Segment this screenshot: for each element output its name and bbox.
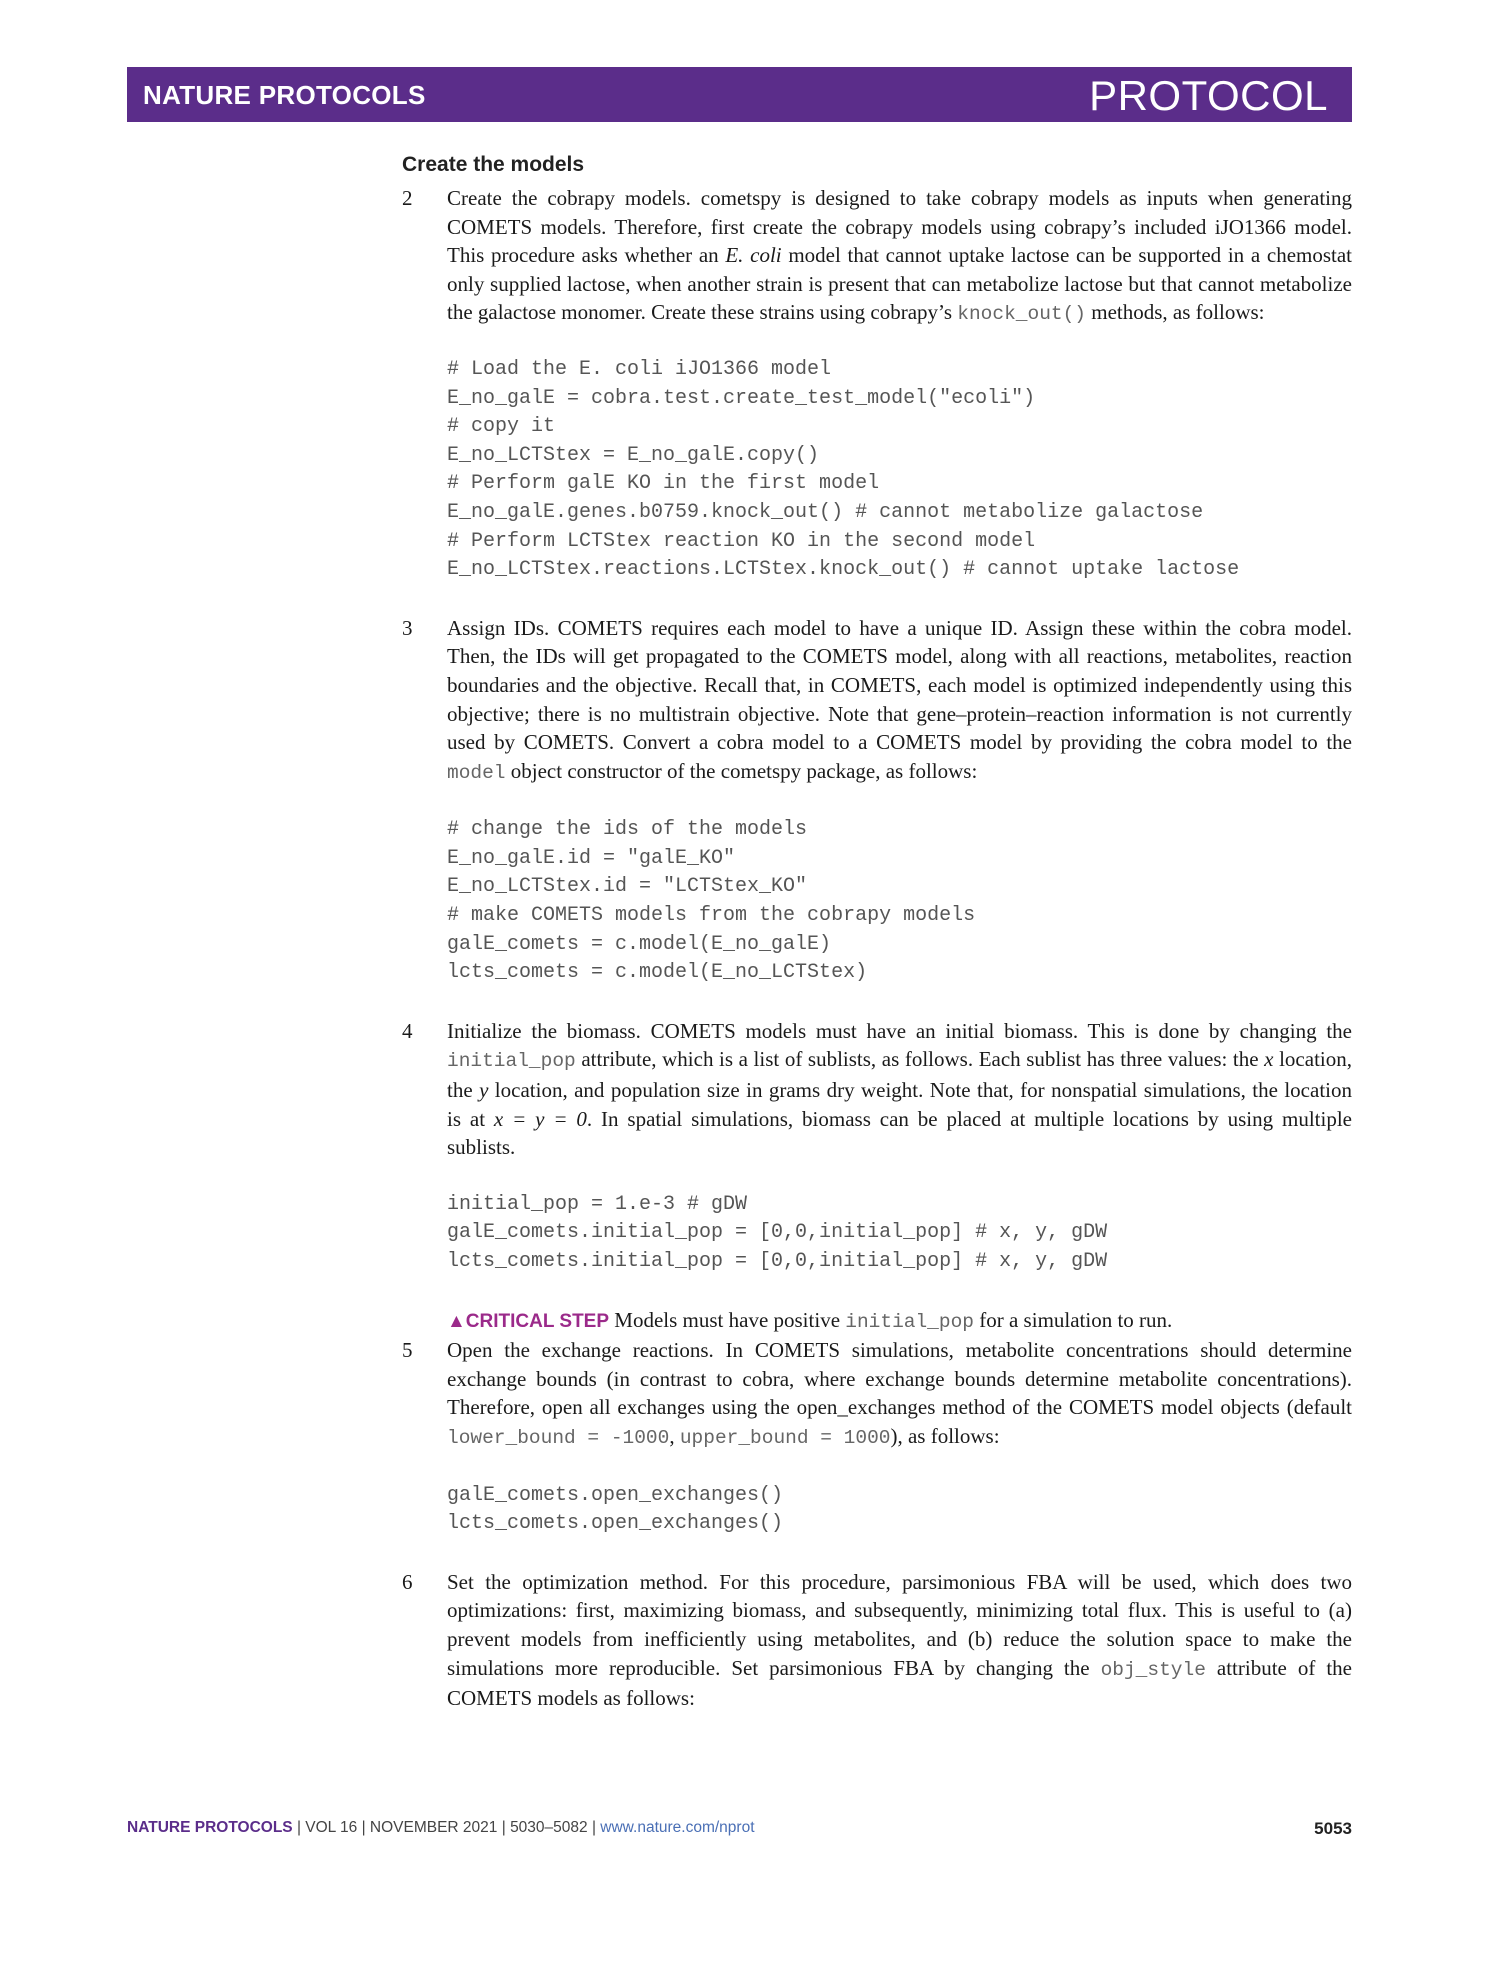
main-content xyxy=(402,150,1352,1713)
journal-header-bar xyxy=(127,67,1352,122)
procedure-step-3 xyxy=(402,614,1352,988)
step-number: 4 xyxy=(402,1018,413,1043)
footer-journal: NATURE PROTOCOLS xyxy=(127,1819,293,1836)
inline-code: upper_bound = 1000 xyxy=(679,1426,891,1449)
text-run: Set the optimization method. For this procedure, parsimonious FBA will be used, which does two optimizations: first, maximizing biomass, and subsequently, minimizing total flux. This is useful to (a) prevent models from inefficiently using metabolites, and (b) reduce the solution space to make the simulations more reproducible. Set parsimonious FBA by changing the xyxy=(447,1569,1352,1680)
article-type: PROTOCOL xyxy=(1089,72,1328,119)
text-run: for a simulation to run. xyxy=(974,1307,1173,1332)
code-block: initial_pop = 1.e-3 # gDW galE_comets.initial_pop = [0,0,initial_pop] # x, y, gDW lcts_comets.initial_pop = [0,0,initial_pop] # x, y, gDW xyxy=(447,1192,1108,1273)
step-number: 6 xyxy=(402,1569,413,1594)
inline-code: obj_style xyxy=(1100,1658,1206,1681)
text-run: . In spatial simulations, biomass can be placed at multiple locations by using multiple sublists. xyxy=(447,1106,1352,1160)
text-run: , xyxy=(669,1423,680,1448)
step-text xyxy=(447,614,1352,788)
math-var: x xyxy=(1264,1047,1274,1072)
page-number: 5053 xyxy=(1314,1819,1352,1838)
step-text xyxy=(447,1336,1352,1452)
text-run: ), as follows: xyxy=(890,1423,1000,1448)
procedure-step-2 xyxy=(402,184,1352,585)
math-expr: x = y = 0 xyxy=(493,1106,587,1131)
text-run: Assign IDs. COMETS requires each model to have a unique ID. Assign these within the cobra model. Then, the IDs will get propagated to the COMETS model, along with all reactions, metabolites, reaction boundaries and the objective. Recall that, in COMETS, each model is optimized independently using this objective; there is no multistrain objective. Note that gene–protein–reaction information is not currently used by COMETS. Convert a cobra model to a COMETS model by providing the cobra model to the xyxy=(447,615,1352,755)
step-number: 5 xyxy=(402,1338,413,1363)
footer-date: NOVEMBER 2021 xyxy=(369,1819,498,1836)
text-run: Models must have positive xyxy=(609,1307,846,1332)
section-title: Create the models xyxy=(402,153,585,176)
code-block: # change the ids of the models E_no_galE.id = "galE_KO" E_no_LCTStex.id = "LCTStex_KO" # make COMETS models from the cobrapy models galE_comets = c.model(E_no_galE) lcts_comets = c.model(E_no_LCTStex) xyxy=(447,818,976,985)
text-run: attribute, which is a list of sublists, as follows. Each sublist has three values: the xyxy=(575,1047,1265,1072)
text-run: location, and population size in grams dry weight. Note that, for nonspatial simulations, the location is at xyxy=(447,1078,1352,1131)
footer-separator: | xyxy=(292,1819,306,1836)
procedure-step-4 xyxy=(402,1017,1352,1336)
inline-code: knock_out() xyxy=(957,303,1087,326)
footer-separator: | xyxy=(587,1819,601,1836)
italic-text: E. coli xyxy=(725,243,782,268)
critical-step-note xyxy=(447,1306,1352,1337)
critical-step-label: ▲CRITICAL STEP xyxy=(447,1310,610,1332)
step-number: 3 xyxy=(402,615,413,640)
code-block: # Load the E. coli iJO1366 model E_no_galE = cobra.test.create_test_model("ecoli") # copy it E_no_LCTStex = E_no_galE.copy() # Perform galE KO in the first model E_no_galE.genes.b0759.knock_out() # cannot metabolize galactose # Perform LCTStex reaction KO in the second model E_no_LCTStex.reactions.LCTStex.knock_out() # cannot uptake lactose xyxy=(447,357,1240,582)
inline-code: lower_bound = -1000 xyxy=(447,1426,670,1449)
procedure-step-5 xyxy=(402,1336,1352,1539)
footer-url-link[interactable]: www.nature.com/nprot xyxy=(600,1819,755,1836)
inline-code: initial_pop xyxy=(845,1310,974,1333)
math-var: y xyxy=(479,1078,489,1103)
text-run: attribute of the COMETS models as follows: xyxy=(447,1655,1352,1711)
text-run: methods, as follows: xyxy=(1086,300,1265,325)
step-text xyxy=(447,1568,1352,1713)
text-run: Open the exchange reactions. In COMETS simulations, metabolite concentrations should determine exchange bounds (in contrast to cobra, where exchange bounds determine metabolite concentrations). Therefore, open all exchanges using the open_exchanges method of the COMETS model objects (default xyxy=(447,1338,1352,1420)
code-block: galE_comets.open_exchanges() lcts_comets.open_exchanges() xyxy=(447,1483,784,1536)
footer-separator: | xyxy=(497,1819,511,1836)
procedure-step-6 xyxy=(402,1568,1352,1713)
step-text xyxy=(447,1017,1352,1162)
footer-pages: 5030–5082 xyxy=(510,1819,588,1836)
inline-code: model xyxy=(447,761,506,784)
step-number: 2 xyxy=(402,186,413,210)
inline-code: initial_pop xyxy=(447,1050,576,1073)
text-run: Initialize the biomass. COMETS models must have an initial biomass. This is done by changing the xyxy=(447,1018,1352,1043)
text-run: location, the xyxy=(447,1047,1352,1103)
footer-separator: | xyxy=(357,1819,370,1836)
text-run: object constructor of the cometspy package, as follows: xyxy=(505,758,978,783)
page-footer xyxy=(127,1819,1352,1843)
footer-volume: VOL 16 xyxy=(305,1819,358,1836)
text-run: Create the cobrapy models. cometspy is designed to take cobrapy models as inputs when generating COMETS models. Therefore, first create the cobrapy models using cobrapy’s included iJO1366 model. This procedure asks whether an xyxy=(447,186,1352,268)
step-text xyxy=(447,184,1352,329)
journal-name: NATURE PROTOCOLS xyxy=(143,80,426,110)
text-run: model that cannot uptake lactose can be supported in a chemostat only supplied lactose, when another strain is present that can metabolize lactose but that cannot metabolize the galactose monomer. Create these strains using cobrapy’s xyxy=(447,243,1353,325)
